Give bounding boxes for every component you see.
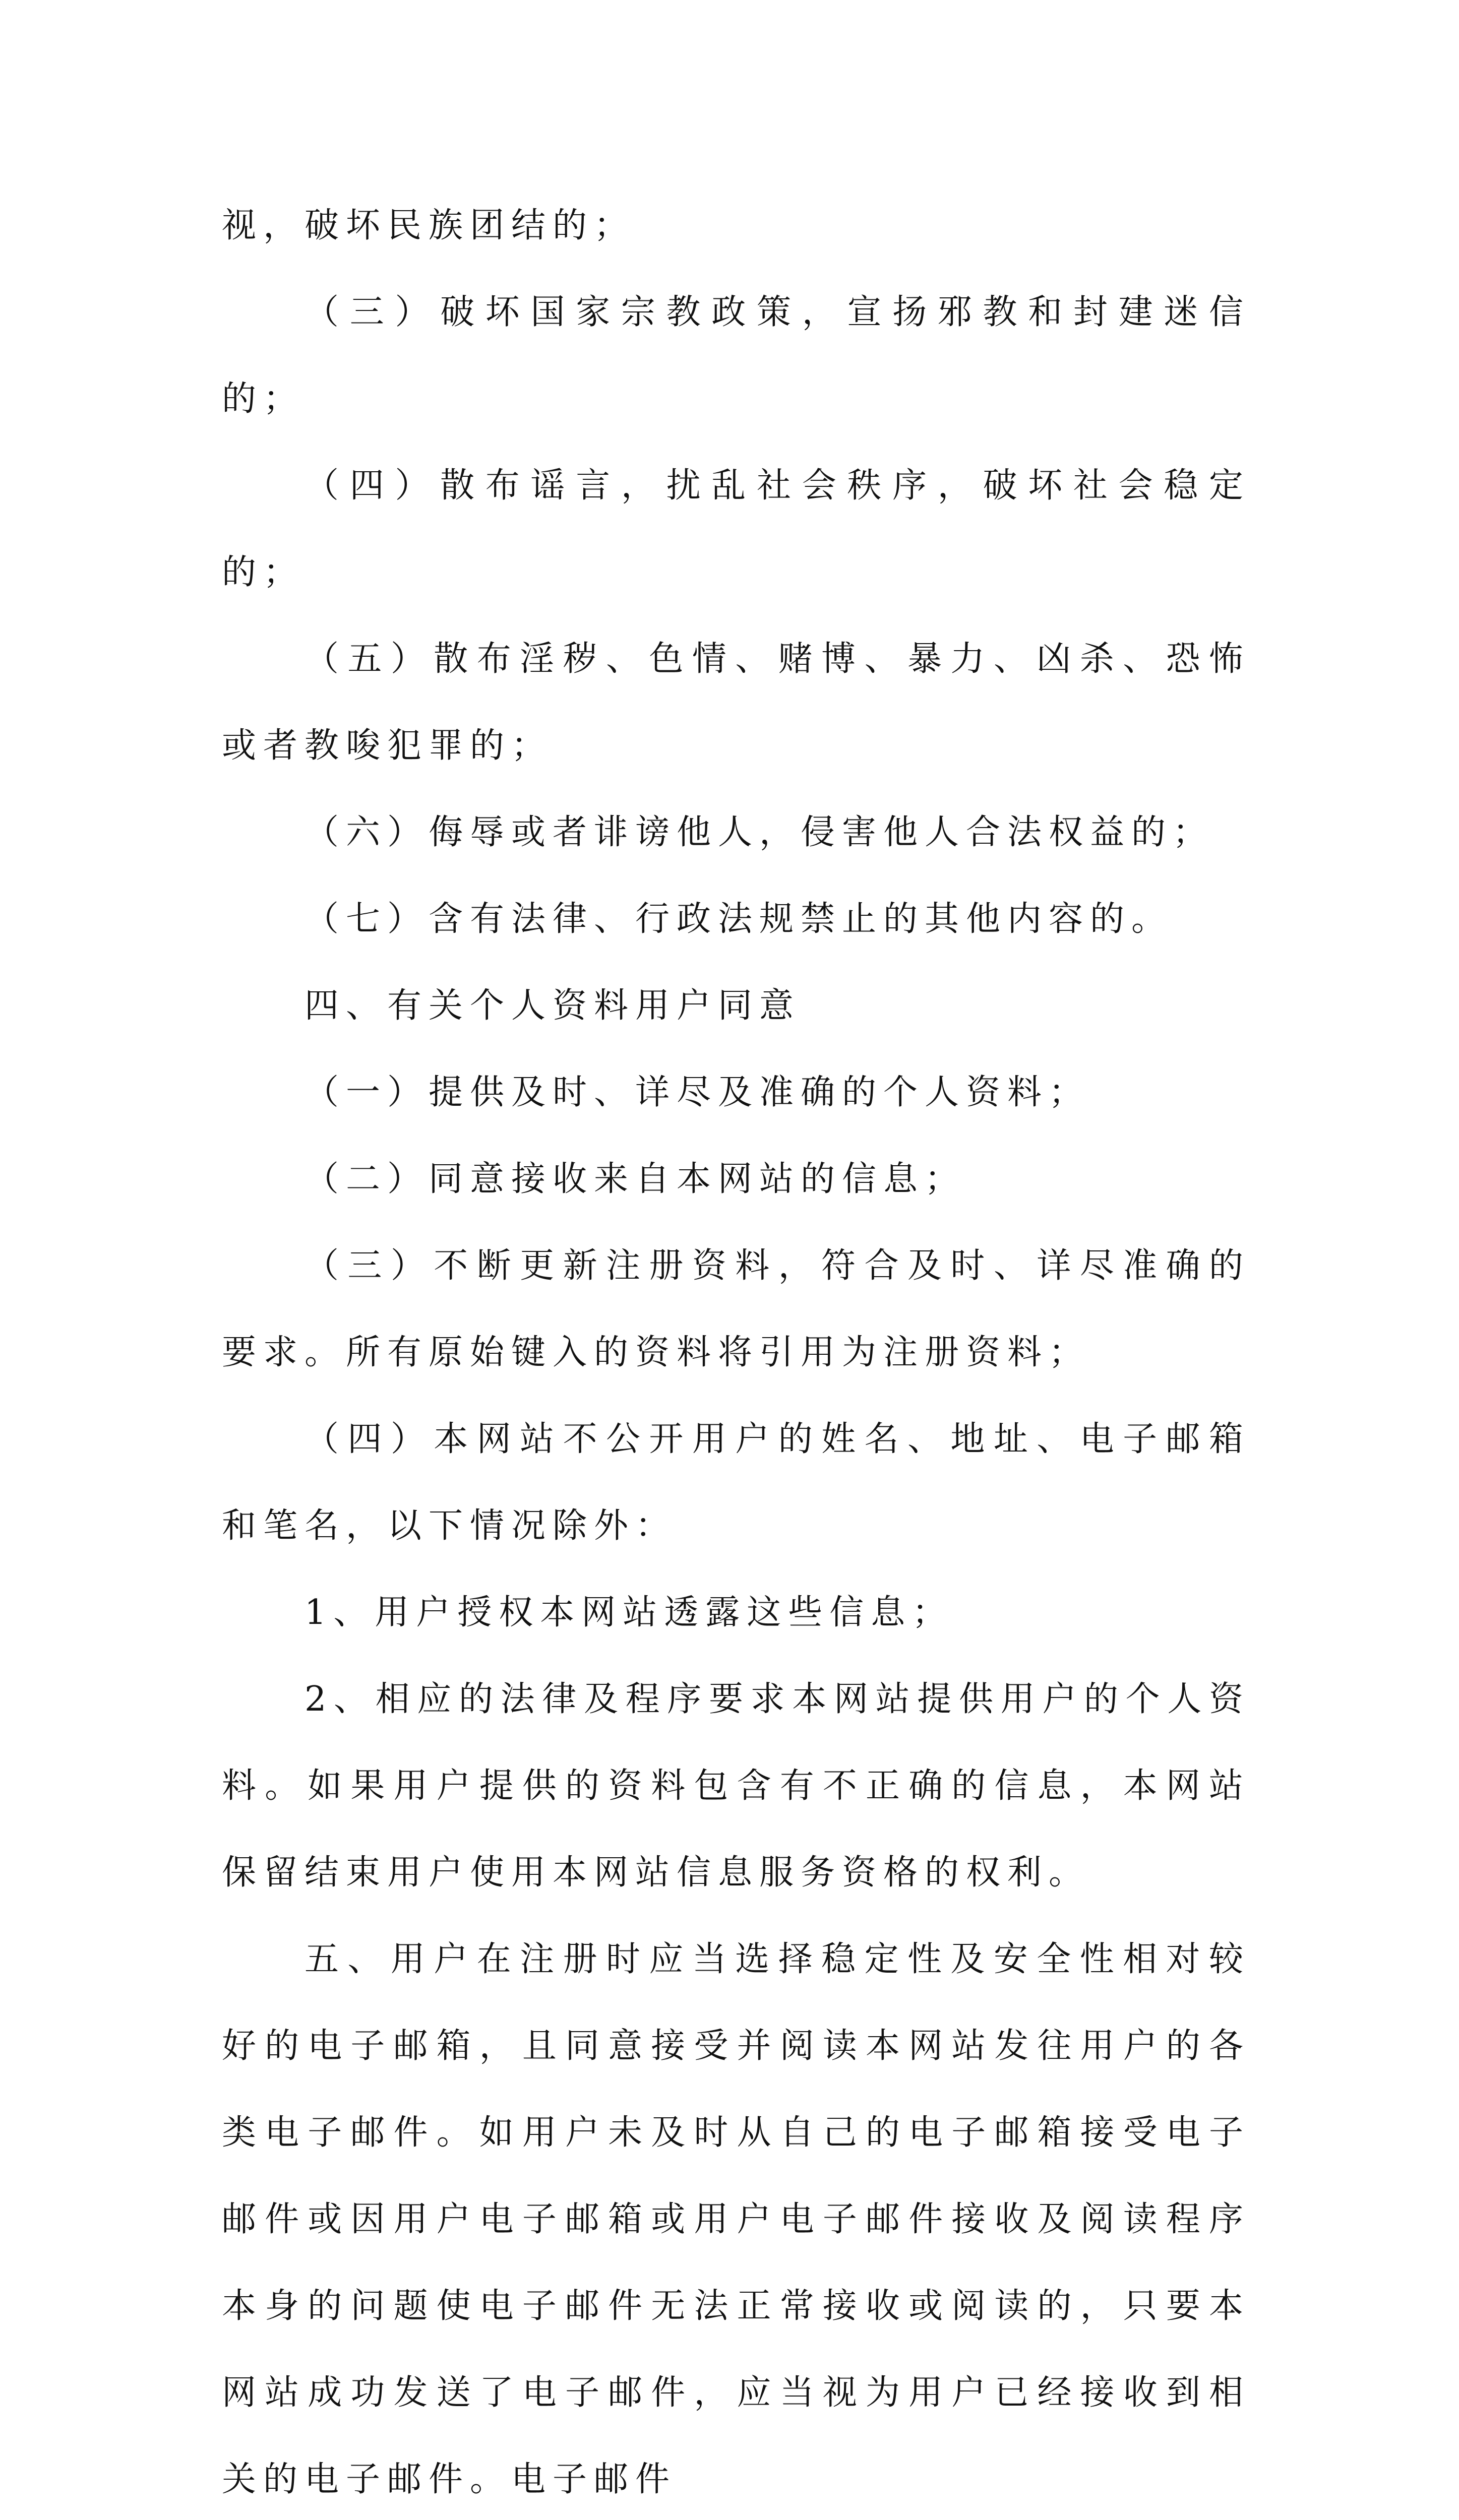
paragraph-item-6: （六）侮辱或者诽谤他人，侵害他人合法权益的； <box>305 812 1214 852</box>
section-paragraph-5: 五、用户在注册时应当选择稳定性及安全性相对较好的电子邮箱，且同意接受并阅读本网站发往用户的各类电子邮件。如用户未及时从自己的电子邮箱接受电子邮件或因用户电子邮箱或用户电子邮件接收及阅读程序本身的问题使电子邮件无法正常接收或阅读的，只要本网站成功发送了电子邮件，应当视为用户已经接收到相关的电子邮件。电子邮件 <box>222 1939 1250 2499</box>
section-heading-4: 四、有关个人资料用户同意 <box>305 986 801 1026</box>
paragraph-consent-4: （四）本网站不公开用户的姓名、地址、电子邮箱和笔名，以下情况除外： <box>222 1419 1250 1546</box>
paragraph-continuation: 视，破坏民族团结的； <box>222 206 636 245</box>
paragraph-exception-2: 2、相应的法律及程序要求本网站提供用户的个人资料。如果用户提供的资料包含有不正确的信息，本网站保留结束用户使用本网站信息服务资格的权利。 <box>222 1679 1250 1893</box>
paragraph-item-7: （七）含有法律、行政法规禁止的其他内容的。 <box>305 899 1173 939</box>
paragraph-item-5: （五）散布淫秽、色情、赌博、暴力、凶杀、恐怖或者教唆犯罪的； <box>222 639 1250 766</box>
paragraph-consent-3: （三）不断更新注册资料，符合及时、详尽准确的要求。所有原始键入的资料将引用为注册资料； <box>222 1246 1250 1372</box>
paragraph-item-3: （三）破坏国家宗教政策，宣扬邪教和封建迷信的； <box>222 292 1250 419</box>
paragraph-item-4: （四）散布谣言，扰乱社会秩序，破坏社会稳定的； <box>222 466 1250 592</box>
paragraph-consent-2: （二）同意接收来自本网站的信息； <box>305 1159 966 1199</box>
paragraph-consent-1: （一）提供及时、详尽及准确的个人资料； <box>305 1073 1090 1112</box>
document-body <box>222 182 1250 2520</box>
paragraph-exception-1: 1、用户授权本网站透露这些信息； <box>305 1593 954 1632</box>
